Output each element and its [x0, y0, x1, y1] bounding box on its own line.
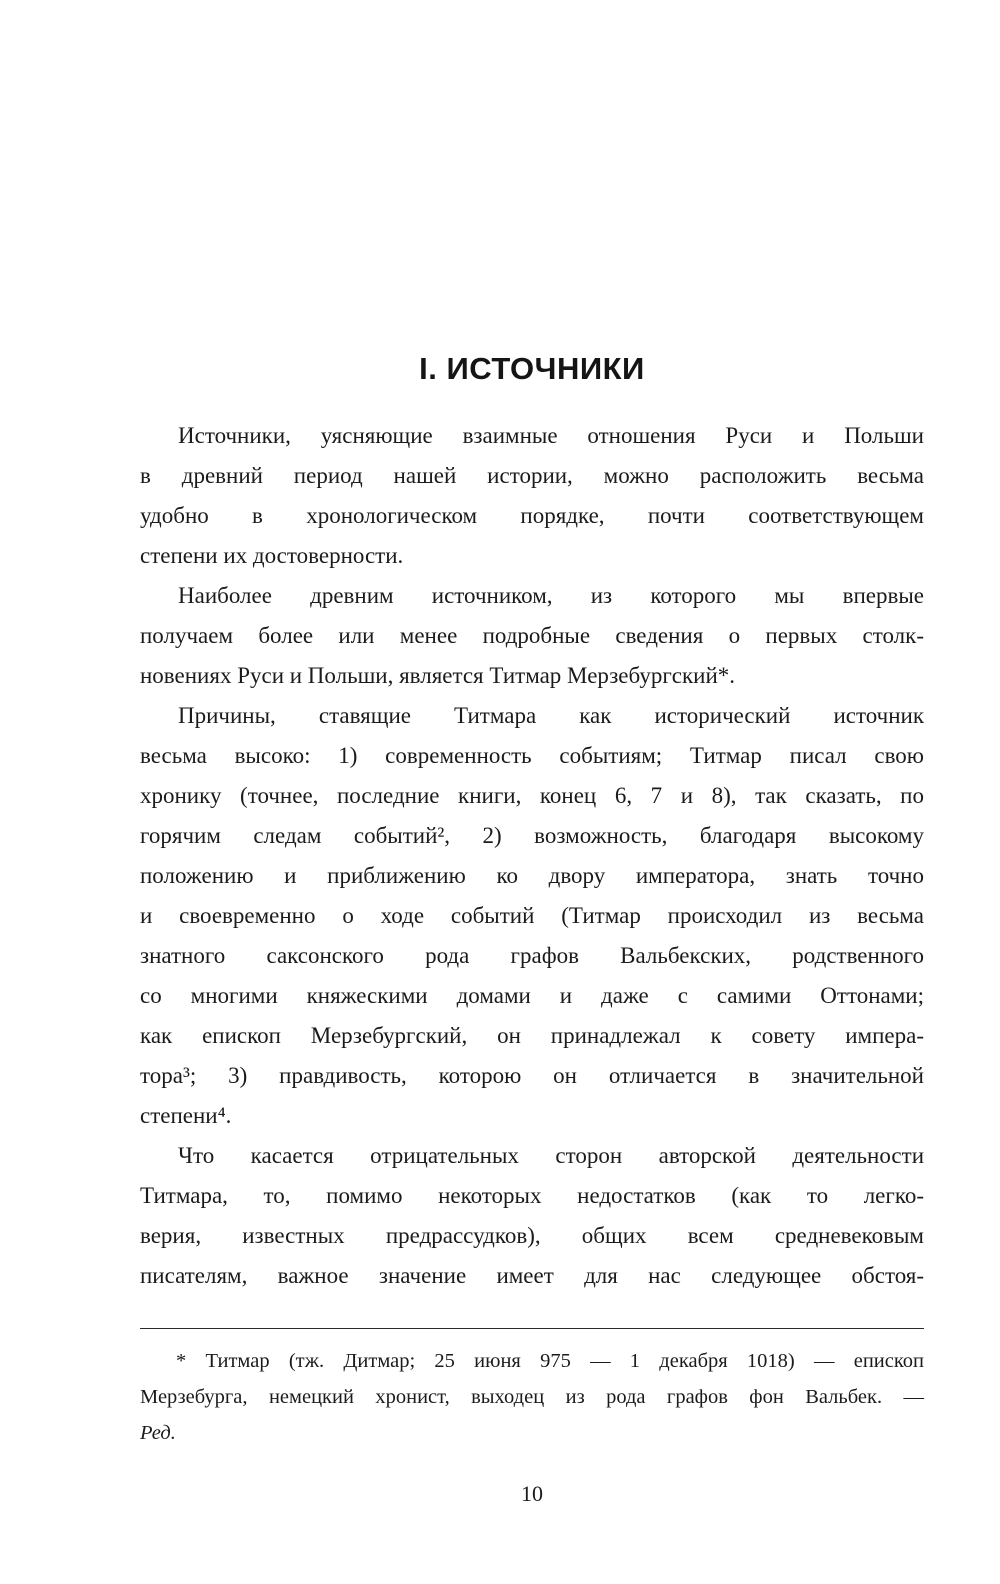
text-line: в древний период нашей истории, можно расположить весьма — [140, 463, 924, 488]
text-line: знатного саксонского рода графов Вальбекских, родственного — [140, 943, 924, 968]
text-line: писателям, важное значение имеет для нас следующее обстоя- — [140, 1263, 924, 1288]
paragraph-4 — [140, 1136, 924, 1296]
text-line: со многими княжескими домами и даже с самими Оттонами; — [140, 983, 924, 1008]
text-line: тора³; 3) правдивость, которою он отличается в значительной — [140, 1063, 924, 1088]
footnote-line: * Титмар (тж. Дитмар; 25 июня 975 — 1 декабря 1018) — епископ — [176, 1350, 924, 1372]
text-line: верия, известных предрассудков), общих всем средневековым — [140, 1223, 924, 1248]
footnote-line: Ред. — [140, 1422, 176, 1444]
text-line: степени⁴. — [140, 1103, 232, 1128]
text-line: Титмара, то, помимо некоторых недостатков (как то легко- — [140, 1183, 924, 1208]
text-line: Причины, ставящие Титмара как исторический источник — [178, 703, 924, 728]
paragraph-2 — [140, 576, 924, 696]
page-number: 10 — [521, 1481, 543, 1506]
paragraph-3 — [140, 696, 924, 1136]
text-line: как епископ Мерзебургский, он принадлежал к совету импера- — [140, 1023, 924, 1048]
text-line: и своевременно о ходе событий (Титмар происходил из весьма — [140, 903, 924, 928]
text-line: хронику (точнее, последние книги, конец 6, 7 и 8), так сказать, по — [140, 783, 924, 808]
text-line: Что касается отрицательных сторон авторской деятельности — [178, 1143, 924, 1168]
text-line: Источники, уясняющие взаимные отношения Руси и Польши — [178, 423, 924, 448]
text-line: степени их достоверности. — [140, 543, 404, 568]
text-line: получаем более или менее подробные сведения о первых столк- — [140, 623, 924, 648]
paragraph-1 — [140, 416, 924, 576]
text-line: новениях Руси и Польши, является Титмар Мерзебургский*. — [140, 663, 736, 688]
text-line: удобно в хронологическом порядке, почти соответствующем — [140, 503, 924, 528]
footnote-line: Мерзебурга, немецкий хронист, выходец из рода графов фон Вальбек. — — [140, 1386, 924, 1408]
footnote-separator — [140, 1328, 924, 1329]
text-line: Наиболее древним источником, из которого мы впервые — [178, 583, 924, 608]
text-line: весьма высоко: 1) современность событиям; Титмар писал свою — [140, 743, 924, 768]
body-text — [140, 416, 924, 1296]
text-line: горячим следам событий², 2) возможность, благодаря высокому — [140, 823, 924, 848]
chapter-title: I. ИСТОЧНИКИ — [419, 351, 645, 386]
footnote — [140, 1343, 924, 1451]
text-line: положению и приближению ко двору императора, знать точно — [140, 863, 924, 888]
